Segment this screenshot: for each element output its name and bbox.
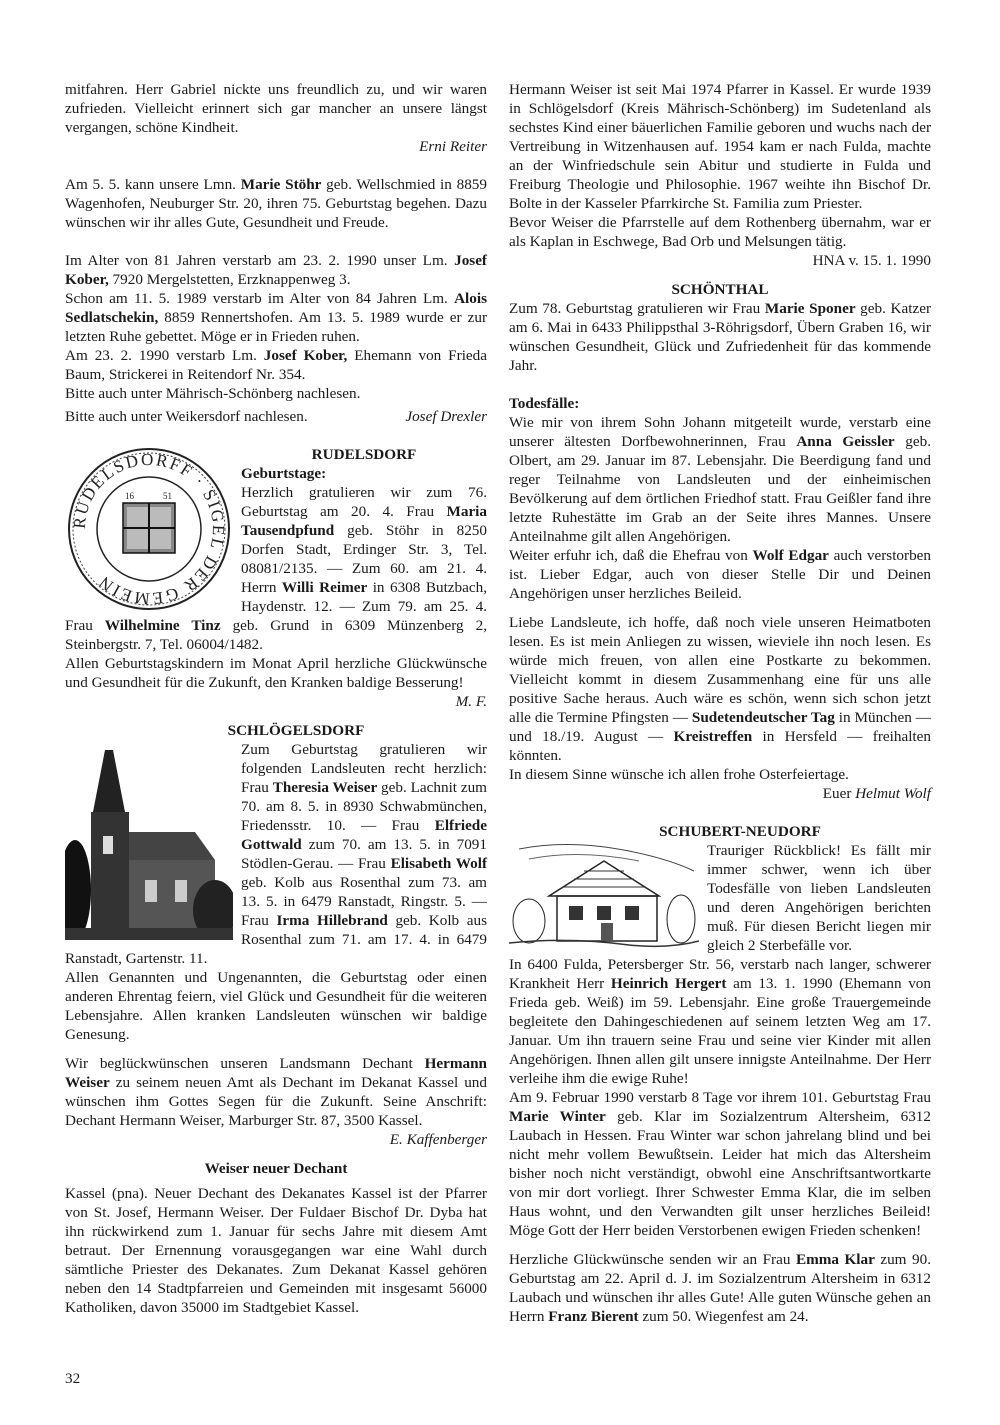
- weiser-biography: Hermann Weiser ist seit Mai 1974 Pfarrer in Kassel. Er wurde 1939 in Schlögelsdorf (Kreis Mährisch-Schönberg) im Sudetenland als sechstes Kind einer bäuerlichen Familie geboren und wuchs nach der Vertreibung in Witzenhausen auf. 1954 kam er nach Fulda, machte an der Winfriedschule sein Abitur und studierte in Fulda und Freiburg Theologie und Philosophie. 1967 weihte ihn Bischof Dr. Bolte in der Kasseler Pfarrkirche St. Familia zum Priester.: [509, 81, 931, 212]
- weiser-congrats: Wir beglückwünschen unseren Landsmann Dechant Hermann Weiser zu seinem neuen Amt als Dechant im Dekanat Kassel und wünschen ihm Gottes Segen für die Zukunft. Seine Anschrift: Dechant Hermann Weiser, Marburger Str. 87, 3500 Kassel.: [65, 1055, 487, 1129]
- intro-signature: Erni Reiter: [419, 138, 487, 155]
- deaths-title: Todesfälle:: [509, 395, 580, 412]
- intro-paragraph: mitfahren. Herr Gabriel nickte uns freundlich zu, und wir waren zufrieden. Vielleicht erinnert sich gar mancher an unsere längst vergangen, schöne Kindheit.: [65, 81, 487, 136]
- stoehr-paragraph: Am 5. 5. kann unsere Lmn. Marie Stöhr geb. Wellschmied in 8859 Wagenhofen, Neuburger Str. 20, ihren 75. Geburtstag begehen. Dazu wünschen wir ihr alles Gute, Gesundheit und Freude.: [65, 176, 487, 231]
- municipal-seal-image: [65, 445, 233, 613]
- easter-wishes: In diesem Sinne wünsche ich allen frohe Osterfeiertage.: [509, 766, 849, 783]
- schoenthal-birthday: Zum 78. Geburtstag gratulieren wir Frau Marie Sponer geb. Katzer am 6. Mai in 6433 Philippsthal 3-Röhrigsdorf, Übern Graben 16, wir wünschen Gesundheit, Glück und Zufriedenheit für das kommende Jahr.: [509, 300, 931, 374]
- schoenthal-title: SCHÖNTHAL: [671, 281, 769, 298]
- schloegelsdorf-birthdays: Zum Geburtstag gratulieren wir folgenden Landsleuten recht herzlich: Frau Theresia Weiser geb. Lachnit zum 70. am 8. 5. in 8930 Schwabmünchen, Friedensstr. 10. — Frau Elfriede Gottwald zum 70. am 13. 5. in 7091 Stödlen-Gerau. — Frau Elisabeth Wolf geb. Kolb aus Rosenthal zum 73. am 13. 5. in 6479 Ranstadt, Ringstr. 5. — Frau Irma Hillebrand geb. Kolb aus Rosenthal zum 71. am 17. 4. in 6479 Ranstadt, Gartenstr. 11.: [65, 741, 487, 967]
- kober-death-paragraph: Im Alter von 81 Jahren verstarb am 23. 2. 1990 unser Lm. Josef Kober, 7920 Mergelstetten, Erzknappenweg 3.: [65, 252, 487, 288]
- rudelsdorf-wishes: Allen Geburtstagskindern im Monat April herzliche Glückwünsche und Gesundheit für die Zukunft, den Kranken baldige Besserung!: [65, 655, 487, 691]
- page-number: 32: [65, 1370, 81, 1387]
- svg-text:16: 16: [125, 491, 134, 501]
- rudelsdorf-birthdays: Herzlich gratulieren wir zum 76. Geburtstag am 20. 4. Frau Maria Tausendpfund geb. Stöhr in 8250 Dorfen Stadt, Erdinger Str. 3, Tel. 08081/2135. — Zum 60. am 21. 4. Herrn Willi Reimer in 6308 Butzbach, Haydenstr. 12. — Zum 79. am 25. 4. Frau Wilhelmine Tinz geb. Grund in 6309 Münzenberg 2, Steinbergstr. 7, Tel. 06004/1482.: [65, 484, 487, 653]
- note-weikersdorf: Bitte auch unter Weikersdorf nachlesen. Josef Drexler: [65, 408, 487, 425]
- right-column: [509, 80, 931, 1326]
- note-maehrisch: Bitte auch unter Mährisch-Schönberg nachlesen.: [65, 385, 361, 402]
- landsleute-letter: Liebe Landsleute, ich hoffe, daß noch viele unseren Heimatboten lesen. Es ist mein Anliegen zu wissen, wieviele ihn noch lesen. Es würde mich freuen, von allen eine Postkarte zu bekommen. Vielleicht kommt in diesem Zusammenhang eine für uns alle positive Sache heraus. Auch wäre es schön, wenn sich schon jetzt alle die Termine Pfingsten — Sudetendeutscher Tag in München — und 18./19. August — Kreistreffen in Hersfeld — freihalten könnten.: [509, 614, 931, 764]
- rudelsdorf-signature: M. F.: [455, 693, 487, 710]
- schloegelsdorf-section: [65, 721, 487, 1044]
- dechant-title: Weiser neuer Dechant: [204, 1160, 348, 1177]
- farmhouse-sketch-image: [509, 841, 699, 951]
- schubert-neudorf-section: [509, 822, 931, 1326]
- hna-source: HNA v. 15. 1. 1990: [812, 252, 931, 269]
- rudelsdorf-section: [65, 445, 487, 711]
- dechant-article: Kassel (pna). Neuer Dechant des Dekanates Kassel ist der Pfarrer von St. Josef, Hermann Weiser. Der Fuldaer Bischof Dr. Dyba hat ihn rückwirkend zum 1. Januar für sechs Jahre mit diesem Amt betraut. Der Ernennung vorausgegangen war eine Wahl durch sämtliche Priester des Dekanates. Zum Dekanat Kassel gehören neben den 14 Stadtpfarreien und Gemeinden mit insgesamt 56000 Katholiken, davon 35000 im Stadtgebiet Kassel.: [65, 1185, 487, 1316]
- schubert-neudorf-title: SCHUBERT-NEUDORF: [659, 823, 821, 840]
- deaths-edgar: Weiter erfuhr ich, daß die Ehefrau von Wolf Edgar auch verstorben ist. Lieber Edgar, auch von dieser Stelle Dir und Deinen Angehörigen unser herzliches Beileid.: [509, 547, 931, 602]
- winter-obituary: Am 9. Februar 1990 verstarb 8 Tage vor ihrem 101. Geburtstag Frau Marie Winter geb. Klar im Sozialzentrum Altersheim, 6312 Laubach in Hessen. Frau Winter war schon jahrelang blind und bei nicht mehr vollem Bewußtsein. Leider hat mich das Altersheim bisher noch nicht verständigt, obwohl eine Anschriftsantwortkarte von mir dort vorliegt. Ihrer Schwester Emma Klar, die im selben Haus wohnt, und den Verwandten gilt unser herzliches Beileid! Möge Gott der Herr beiden Verstorbenen ewigen Frieden schenken!: [509, 1089, 931, 1239]
- rudelsdorf-subtitle: Geburtstage:: [241, 465, 327, 482]
- svg-text:51: 51: [163, 491, 172, 501]
- weiser-biography-2: Bevor Weiser die Pfarrstelle auf dem Rothenberg übernahm, war er als Kaplan in Eschwege, Bad Orb und Melsungen tätig.: [509, 214, 931, 250]
- birthday-greetings: Herzliche Glückwünsche senden wir an Frau Emma Klar zum 90. Geburtstag am 22. April d. J. im Sozialzentrum Altersheim in 6312 Laubach und wünschen ihr alles Gute! Alle guten Wünsche gehen an Herrn Franz Bierent zum 50. Wiegenfest am 24.: [509, 1251, 931, 1325]
- hergert-obituary: In 6400 Fulda, Petersberger Str. 56, verstarb nach langer, schwerer Krankheit Herr Heinrich Hergert am 13. 1. 1990 (Ehemann von Frieda geb. Weiß) im 59. Lebensjahr. Eine große Trauergemeinde begleitete den Dahingeschiedenen auf seinem letzten Weg am 17. Januar. Um ihn trauern seine Frau und seine vier Kinder mit allen Angehörigen. Ihnen allen gilt unsere innigste Anteilnahme. Der Herr verleihe ihm die ewige Ruhe!: [509, 956, 931, 1087]
- schloegelsdorf-title: SCHLÖGELSDORF: [227, 722, 365, 739]
- schloegelsdorf-wishes: Allen Genannten und Ungenannten, die Geburtstag oder einen anderen Ehrentag feiern, viel Glück und Gesundheit für die weiteren Lebensjahre. Allen kranken Landsleuten wünschen wir baldige Genesung.: [65, 969, 487, 1043]
- deaths-geissler: Wie mir von ihrem Sohn Johann mitgeteilt wurde, verstarb eine unserer ältesten Dorfbewohnerinnen, Frau Anna Geissler geb. Olbert, am 29. Januar im 87. Lebensjahr. Die Beerdigung fand und reger Teilnahme von Landsleuten und der einheimischen Bevölkerung auf dem örtlichen Friedhof statt. Frau Geißler fand ihre letzte Ruhestätte im Grab an der Seite ihres Mannes. Unsere Anteilnahme gilt allen Angehörigen.: [509, 414, 931, 545]
- svg-text:RUDELSDORFF · SIGEL DER GEMEIN: RUDELSDORFF · SIGEL DER GEMEIN: [69, 449, 229, 609]
- schubert-neudorf-intro: Trauriger Rückblick! Es fällt mir immer schwer, wenn ich über Todesfälle von lieben Landsleuten und deren Angehörigen berichten muß. Für diesen Bericht liegen mir gleich 2 Sterbefälle vor.: [707, 842, 931, 954]
- church-image: [65, 740, 233, 940]
- weiser-signature: E. Kaffenberger: [389, 1131, 487, 1148]
- sedlatschek-paragraph: Schon am 11. 5. 1989 verstarb im Alter von 84 Jahren Lm. Alois Sedlatschekin, 8859 Rennertshofen. Am 13. 5. 1989 wurde er zur letzten Ruhe gebettet. Möge er in Frieden ruhen.: [65, 290, 487, 345]
- left-column: [65, 80, 487, 1317]
- kober-second-paragraph: Am 23. 2. 1990 verstarb Lm. Josef Kober, Ehemann von Frieda Baum, Strickerei in Reitendorf Nr. 354.: [65, 347, 487, 383]
- letter-signature: Euer Helmut Wolf: [822, 785, 931, 802]
- rudelsdorf-title: RUDELSDORF: [311, 446, 417, 463]
